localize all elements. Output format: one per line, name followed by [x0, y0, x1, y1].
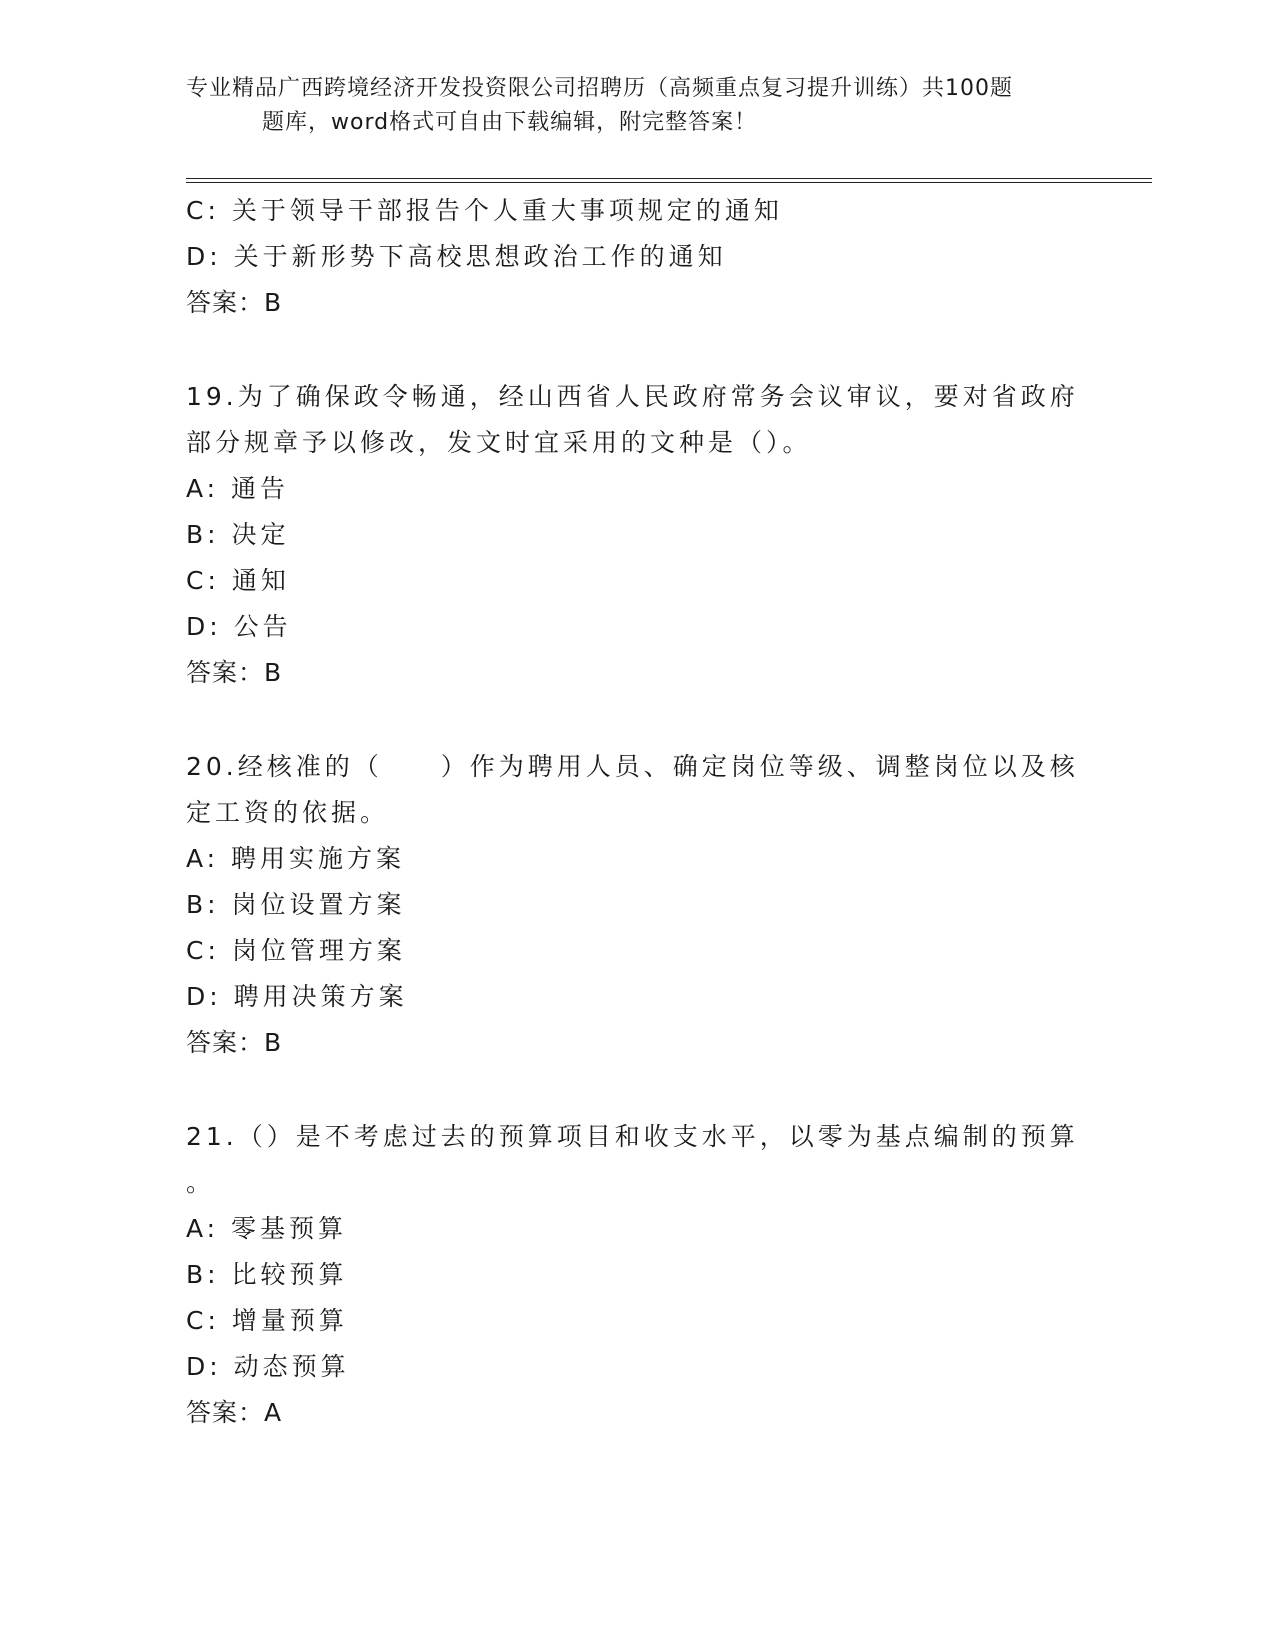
header-title-line-1: 专业精品广西跨境经济开发投资限公司招聘历（高频重点复习提升训练）共100题	[186, 76, 1013, 101]
header-title-line-2: 题库，word格式可自由下载编辑，附完整答案！	[262, 110, 758, 135]
spacer	[186, 326, 1086, 374]
header-divider-bottom	[186, 182, 1152, 183]
question-19	[186, 374, 1086, 696]
option-d: D: 聘用决策方案	[186, 982, 408, 1011]
option-b: B: 比较预算	[186, 1260, 348, 1289]
option-c: C: 通知	[186, 566, 290, 595]
question-stem-line: 。	[186, 1168, 216, 1197]
question-content	[186, 188, 1086, 1436]
prev-question-block	[186, 188, 1086, 326]
spacer	[186, 696, 1086, 744]
option-c: C: 增量预算	[186, 1306, 348, 1335]
question-stem-line: 21.（）是不考虑过去的预算项目和收支水平，以零为基点编制的预算	[186, 1122, 1079, 1151]
option-a: A: 聘用实施方案	[186, 844, 406, 873]
option-d: D: 动态预算	[186, 1352, 350, 1381]
option-a: A: 通告	[186, 474, 290, 503]
question-stem-line: 部分规章予以修改，发文时宜采用的文种是（）。	[186, 428, 812, 457]
option-a: A: 零基预算	[186, 1214, 348, 1243]
question-stem-line: 19.为了确保政令畅通，经山西省人民政府常务会议审议，要对省政府	[186, 382, 1079, 411]
header-divider-top	[186, 178, 1152, 179]
answer-line: 答案：B	[186, 1028, 283, 1057]
option-c: C: 岗位管理方案	[186, 936, 406, 965]
option-b: B: 决定	[186, 520, 290, 549]
question-stem-line: 定工资的依据。	[186, 798, 390, 827]
question-21	[186, 1114, 1086, 1436]
answer-line: 答案：B	[186, 658, 283, 687]
answer-line: 答案：A	[186, 1398, 283, 1427]
answer-line: 答案：B	[186, 288, 283, 317]
question-stem-line: 20.经核准的（ ）作为聘用人员、确定岗位等级、调整岗位以及核	[186, 752, 1079, 781]
spacer	[186, 1066, 1086, 1114]
option-b: B: 岗位设置方案	[186, 890, 406, 919]
option-d: D: 关于新形势下高校思想政治工作的通知	[186, 242, 727, 271]
question-20	[186, 744, 1086, 1066]
option-d: D: 公告	[186, 612, 292, 641]
document-header	[186, 72, 1086, 140]
option-c: C: 关于领导干部报告个人重大事项规定的通知	[186, 196, 783, 225]
